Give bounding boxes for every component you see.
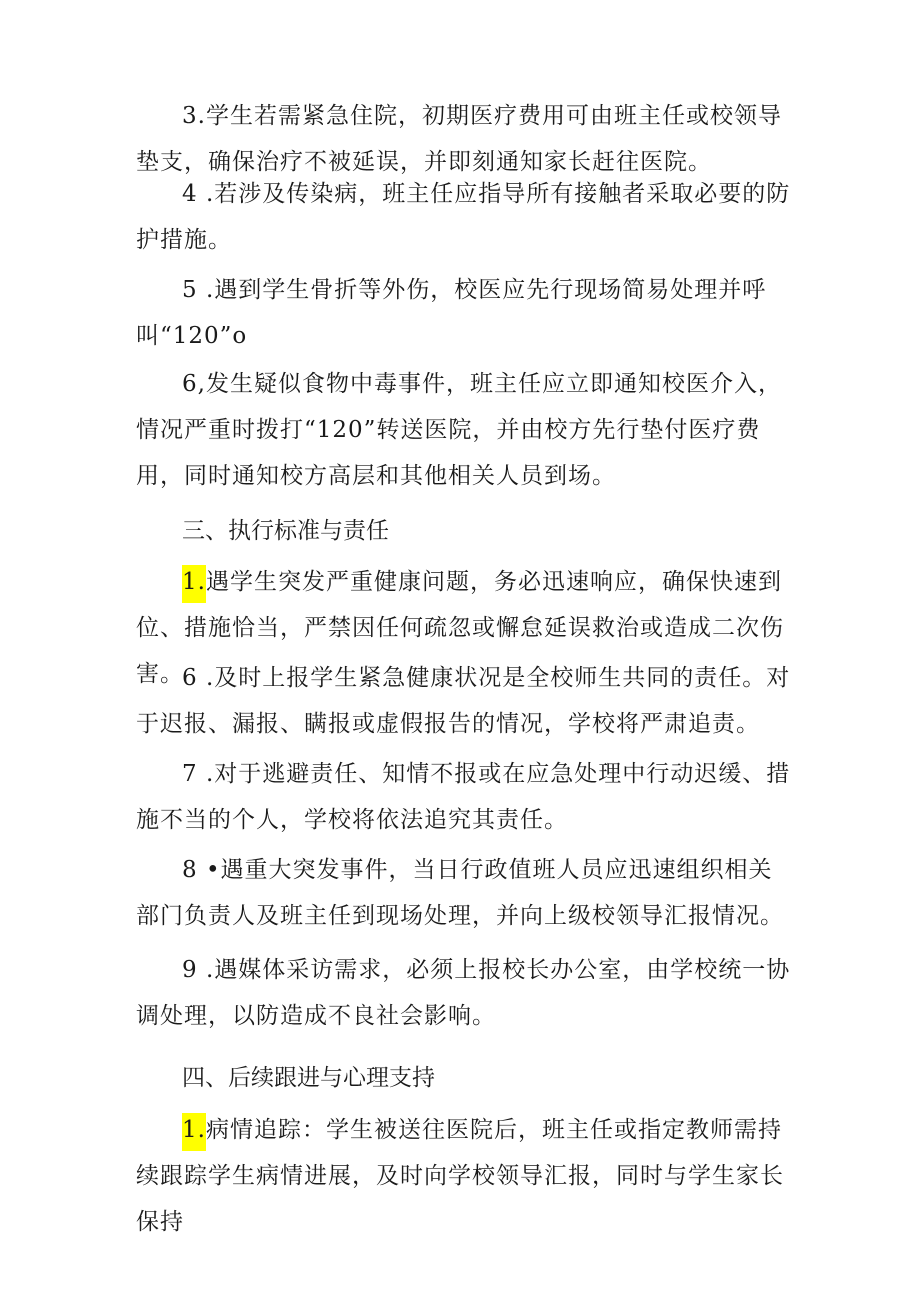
section3-item-7: 7 .对于逃避责任、知情不报或在应急处理中行动迟缓、措施不当的个人，学校将依法追究其责任。 (136, 761, 791, 833)
paragraph-item-3: 3.学生若需紧急住院，初期医疗费用可由班主任或校领导垫支，确保治疗不被延误，并即刻通知家长赶往医院。 (136, 103, 782, 175)
section-heading-3: 三、执行标准与责任 (182, 518, 389, 544)
section4-item-1 (136, 1107, 796, 1245)
paragraph-item-4: 4 .若涉及传染病，班主任应指导所有接触者采取必要的防护措施。 (136, 181, 791, 253)
section3-item-9: 9 .遇媒体采访需求，必须上报校长办公室，由学校统一协调处理，以防造成不良社会影响。 (136, 957, 791, 1029)
section3-item-6: 6 .及时上报学生紧急健康状况是全校师生共同的责任。对于迟报、漏报、瞒报或虚假报告的情况，学校将严肃追责。 (136, 665, 791, 737)
section4-item-1-text: 病情追踪：学生被送往医院后，班主任或指定教师需持续跟踪学生病情进展，及时向学校领导汇报，同时与学生家长保持 (136, 1117, 784, 1235)
paragraph-item-6: 6,发生疑似食物中毒事件，班主任应立即通知校医介入，情况严重时拨打“120”转送医院，并由校方先行垫付医疗费用，同时通知校方高层和其他相关人员到场。 (136, 371, 782, 489)
paragraph-item-5: 5 .遇到学生骨折等外伤，校医应先行现场简易处理并呼叫“120”o (136, 277, 767, 349)
section3-item-1-text: 遇学生突发严重健康问题，务必迅速响应，确保快速到位、措施恰当，严禁因任何疏忽或懈怠延误救治或造成二次伤害。 (136, 569, 784, 687)
highlighted-number: 1. (182, 565, 206, 603)
section3-item-8: 8 •遇重大突发事件，当日行政值班人员应迅速组织相关部门负责人及班主任到现场处理，并向上级校领导汇报情况。 (136, 857, 784, 929)
section-heading-4: 四、后续跟进与心理支持 (182, 1065, 435, 1091)
highlighted-number: 1. (182, 1113, 206, 1151)
